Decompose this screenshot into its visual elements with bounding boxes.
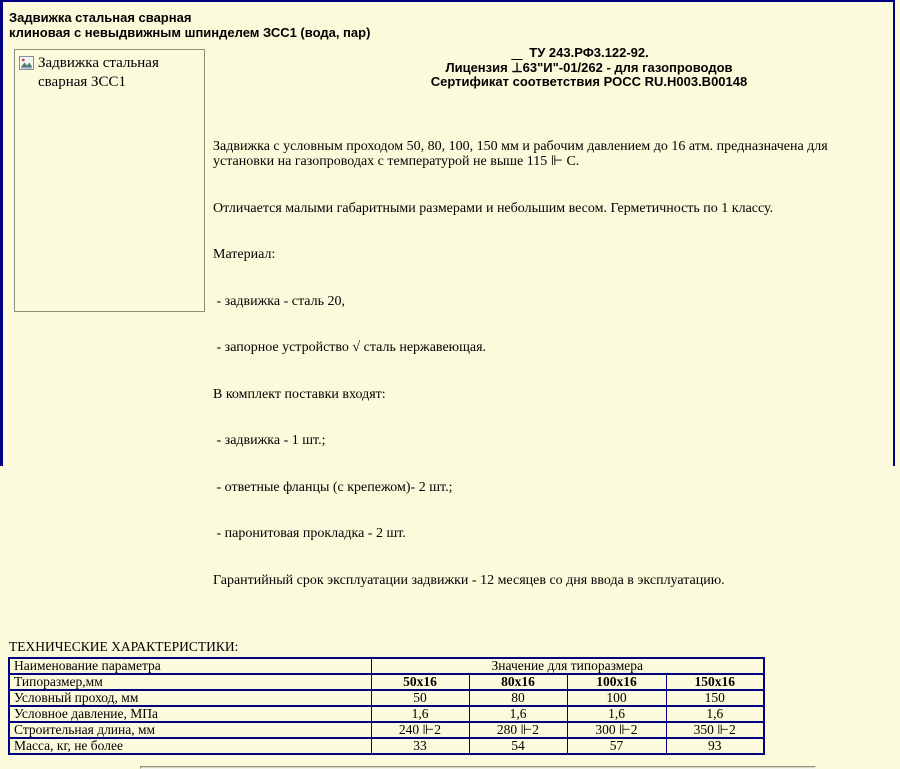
value-cell: 80x16 <box>469 674 567 690</box>
param-header-cell: Наименование параметра <box>9 658 371 674</box>
value-cell: 1,6 <box>371 706 469 722</box>
description-paragraph: Задвижка с условным проходом 50, 80, 100, 150 мм и рабочим давлением до 16 атм. предназначена для установки на газопроводах с температурой не выше 115 ⊩ С. <box>213 138 832 169</box>
image-alt-text: Задвижка стальная сварная ЗСС1 <box>38 55 159 90</box>
tech-specs-heading: ТЕХНИЧЕСКИЕ ХАРАКТЕРИСТИКИ: <box>9 639 239 654</box>
value-cell: 57 <box>567 738 666 754</box>
value-cell: 54 <box>469 738 567 754</box>
description-line: - задвижка - сталь 20, <box>213 293 345 309</box>
page-title-line1: Задвижка стальная сварная <box>9 10 192 25</box>
tech-specs-table <box>8 657 765 755</box>
description-line: - запорное устройство √ сталь нержавеющая. <box>213 340 487 355</box>
value-cell: 150 <box>666 690 764 706</box>
value-cell: 240 ⊩2 <box>371 722 469 738</box>
description-line: - задвижка - 1 шт.; <box>213 433 326 448</box>
value-cell: 1,6 <box>567 706 666 722</box>
license-number: 63"И"-01/262 - для газопроводов <box>522 59 733 75</box>
description-line: В комплект поставки входят: <box>213 386 386 402</box>
param-label-cell: Типоразмер,мм <box>9 674 371 690</box>
table-row <box>9 706 764 722</box>
value-cell: 33 <box>371 738 469 754</box>
value-cell: 50 <box>371 690 469 706</box>
param-label-cell: Строительная длина, мм <box>9 722 371 738</box>
product-description <box>213 108 891 620</box>
right-column <box>213 45 891 619</box>
license-text: Лицензия <box>445 59 512 75</box>
value-cell: 150x16 <box>666 674 764 690</box>
product-image-placeholder <box>14 49 205 312</box>
param-label-cell: Масса, кг, не более <box>9 738 371 754</box>
description-line: Отличается малыми габаритными размерами и небольшим весом. Герметичность по 1 классу. <box>213 200 774 216</box>
page-title <box>9 10 893 40</box>
value-header-cell: Значение для типоразмера <box>371 658 764 674</box>
value-cell: 280 ⊩2 <box>469 722 567 738</box>
description-line: Гарантийный срок эксплуатации задвижки - 12 месяцев со дня ввода в эксплуатацию. <box>213 572 725 588</box>
certificate-line: Сертификат соответствия РОСС RU.Н003.В00148 <box>430 74 748 89</box>
table-row <box>9 738 764 754</box>
page-title-line2: клиновая с невыдвижным шпинделем ЗСС1 (вода, пар) <box>9 25 371 40</box>
value-cell: 50x16 <box>371 674 469 690</box>
param-label-cell: Условное давление, МПа <box>9 706 371 722</box>
tu-standard-line: ТУ 243.РФ3.122-92. <box>529 45 649 60</box>
table-row <box>9 674 764 690</box>
value-cell: 350 ⊩2 <box>666 722 764 738</box>
table-header-row <box>9 658 764 674</box>
param-label-cell: Условный проход, мм <box>9 690 371 706</box>
value-cell: 100 <box>567 690 666 706</box>
main-content-row <box>8 45 893 619</box>
table-row <box>9 722 764 738</box>
value-cell: 80 <box>469 690 567 706</box>
description-line: - ответные фланцы (с крепежом)- 2 шт.; <box>213 479 453 495</box>
value-cell: 100x16 <box>567 674 666 690</box>
value-cell: 93 <box>666 738 764 754</box>
broken-image-icon <box>19 56 34 75</box>
value-cell: 300 ⊩2 <box>567 722 666 738</box>
license-line <box>287 61 891 76</box>
value-cell: 1,6 <box>666 706 764 722</box>
certificates-block <box>213 46 891 90</box>
image-alt-wrap <box>15 50 204 92</box>
value-cell: 1,6 <box>469 706 567 722</box>
description-line: Материал: <box>213 247 276 262</box>
license-number-glyph: ⊥ <box>511 59 523 75</box>
description-line: - паронитовая прокладка - 2 шт. <box>213 526 406 541</box>
table-row <box>9 690 764 706</box>
